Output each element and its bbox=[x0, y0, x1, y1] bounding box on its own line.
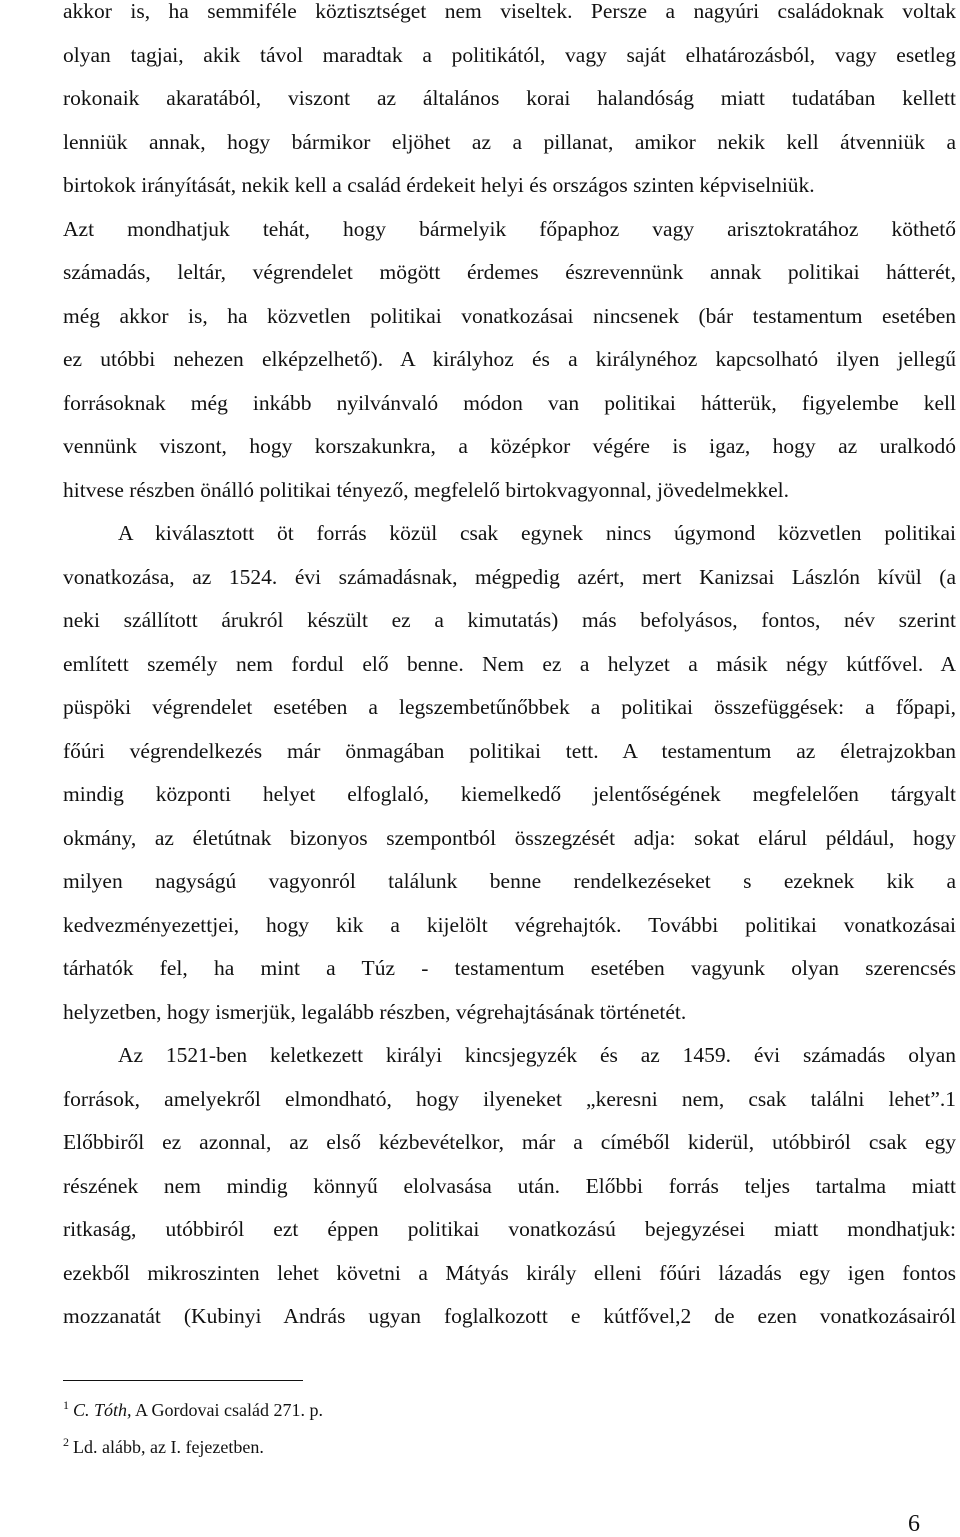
text-line: lenniük annak, hogy bármikor eljöhet az a pillanat, amikor nekik kell átvenniük a bbox=[63, 130, 956, 154]
text-line: említett személy nem fordul elő benne. Nem ez a helyzet a másik négy kútfővel. A bbox=[63, 652, 956, 676]
text-line: birtokok irányítását, nekik kell a család érdekeit helyi és országos szinten képviselniük. bbox=[63, 173, 815, 197]
text-line: Előbbiről ez azonnal, az első kézbevételkor, már a címéből kiderül, utóbbiról csak egy bbox=[63, 1130, 956, 1154]
text-line: Az 1521-ben keletkezett királyi kincsjegyzék és az 1459. évi számadás olyan bbox=[118, 1043, 956, 1067]
text-line: részének nem mindig könnyű elolvasása után. Előbbi forrás teljes tartalma miatt bbox=[63, 1174, 956, 1198]
text-line: vennünk viszont, hogy korszakunkra, a középkor végére is igaz, hogy az uralkodó bbox=[63, 434, 956, 458]
text-line: ezekből mikroszinten lehet követni a Mátyás király elleni főúri lázadás egy igen fontos bbox=[63, 1261, 956, 1285]
text-line: Azt mondhatjuk tehát, hogy bármelyik főpaphoz vagy arisztokratához köthető bbox=[63, 217, 956, 241]
text-line: okmány, az életútnak bizonyos szempontból összegzését adja: sokat elárul például, hogy bbox=[63, 826, 956, 850]
text-line: helyzetben, hogy ismerjük, legalább részben, végrehajtásának történetét. bbox=[63, 1000, 687, 1024]
text-line: ez utóbbi nehezen elképzelhető). A királyhoz és a királynéhoz kapcsolható ilyen jellegű bbox=[63, 347, 956, 371]
text-line: tárhatók fel, ha mint a Túz - testamentum esetében vagyunk olyan szerencsés bbox=[63, 956, 956, 980]
text-line: mindig központi helyet elfoglaló, kiemelkedő jelentőségének megfelelően tárgyalt bbox=[63, 782, 956, 806]
text-line: még akkor is, ha közvetlen politikai vonatkozásai nincsenek (bár testamentum esetében bbox=[63, 304, 956, 328]
footnote-text: A Gordovai család 271. p. bbox=[131, 1400, 324, 1420]
footnote-text: Ld. alább, az I. fejezetben. bbox=[73, 1437, 264, 1457]
footnote-number: 2 bbox=[63, 1435, 69, 1449]
footnote-separator bbox=[63, 1380, 303, 1381]
text-line: neki szállított árukról készült ez a kimutatás) más befolyásos, fontos, név szerint bbox=[63, 608, 956, 632]
page-number: 6 bbox=[908, 1511, 920, 1537]
text-line: milyen nagyságú vagyonról találunk benne rendelkezéseket s ezeknek kik a bbox=[63, 869, 956, 893]
text-line: akkor is, ha semmiféle köztisztséget nem viseltek. Persze a nagyúri családoknak voltak bbox=[63, 0, 956, 23]
text-line: püspöki végrendelet esetében a legszembetűnőbbek a politikai összefüggések: a főpapi, bbox=[63, 695, 956, 719]
footnote-1 bbox=[63, 1393, 323, 1422]
footnote-author: C. Tóth, bbox=[73, 1400, 132, 1420]
text-line: főúri végrendelkezés már önmagában politikai tett. A testamentum az életrajzokban bbox=[63, 739, 956, 763]
text-line: kedvezményezettjei, hogy kik a kijelölt végrehajtók. További politikai vonatkozásai bbox=[63, 913, 956, 937]
footnote-number: 1 bbox=[63, 1398, 69, 1412]
text-line: hitvese részben önálló politikai tényező, megfelelő birtokvagyonnal, jövedelmekkel. bbox=[63, 478, 789, 502]
text-line: vonatkozása, az 1524. évi számadásnak, mégpedig azért, mert Kanizsai Lászlón kívül (a bbox=[63, 565, 956, 589]
text-line: olyan tagjai, akik távol maradtak a politikától, vagy saját elhatározásból, vagy esetleg bbox=[63, 43, 956, 67]
text-line: rokonaik akaratából, viszont az általános korai halandóság miatt tudatában kellett bbox=[63, 86, 956, 110]
text-line: ritkaság, utóbbiról ezt éppen politikai vonatkozású bejegyzései miatt mondhatjuk: bbox=[63, 1217, 956, 1241]
text-line: források, amelyekről elmondható, hogy ilyeneket „keresni nem, csak találni lehet”.1 bbox=[63, 1087, 956, 1111]
footnote-2 bbox=[63, 1430, 264, 1459]
text-line: A kiválasztott öt forrás közül csak egynek nincs úgymond közvetlen politikai bbox=[118, 521, 956, 545]
text-line: mozzanatát (Kubinyi András ugyan foglalkozott e kútfővel,2 de ezen vonatkozásairól bbox=[63, 1304, 956, 1328]
text-line: számadás, leltár, végrendelet mögött érdemes észrevennünk annak politikai hátterét, bbox=[63, 260, 956, 284]
text-line: forrásoknak még inkább nyilvánvaló módon van politikai hátterük, figyelembe kell bbox=[63, 391, 956, 415]
